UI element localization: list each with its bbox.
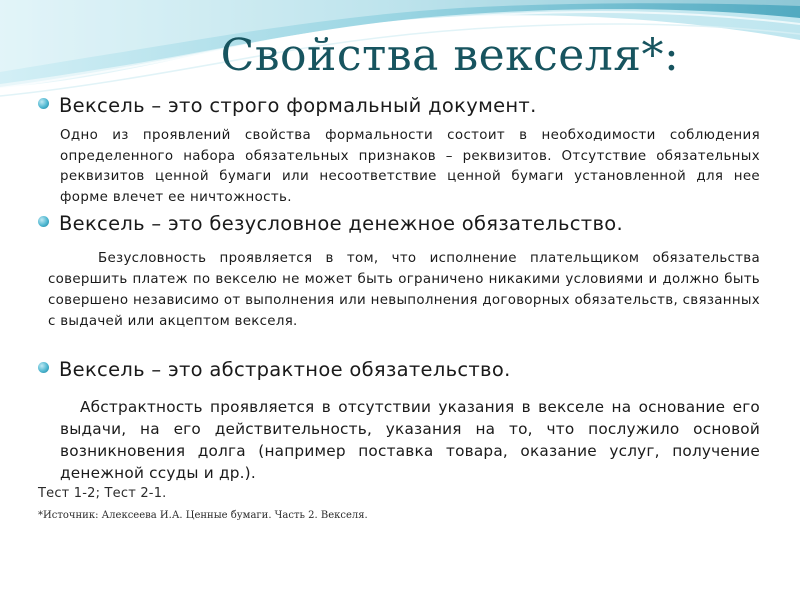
- paragraph-abstractness: Абстрактность проявляется в отсутствии указания в векселе на основание его выдачи, на его действительность, указания на то, что послужило основой возникновения долга (например поставка товара, оказание услуг, получение денежной ссуды и др.).: [60, 398, 760, 482]
- bullet-dot-icon: [38, 98, 49, 109]
- bullet-unconditional-obligation: [38, 212, 623, 235]
- bullet-heading: Вексель – это безусловное денежное обязательство.: [59, 212, 623, 235]
- bullet-formal-document: [38, 94, 537, 117]
- bullet-dot-icon: [38, 362, 49, 373]
- bullet-heading: Вексель – это строго формальный документ.: [59, 94, 537, 117]
- tests-reference: Тест 1-2; Тест 2-1.: [38, 486, 167, 501]
- paragraph-formality: Одно из проявлений свойства формальности состоит в необходимости соблюдения определенного набора обязательных признаков – реквизитов. Отсутствие обязательных реквизитов ценной бумаги или несоответствие ценной бумаги установленной для нее форме влечет ее ничтожность.: [60, 128, 760, 205]
- bullet-dot-icon: [38, 216, 49, 227]
- source-footnote: *Источник: Алексеева И.А. Ценные бумаги. Часть 2. Векселя.: [38, 510, 368, 521]
- bullet-heading: Вексель – это абстрактное обязательство.: [59, 358, 511, 381]
- paragraph-unconditionality: Безусловность проявляется в том, что исполнение плательщиком обязательства совершить платеж по векселю не может быть ограничено никакими условиями и должно быть совершено независимо от выполнения или невыполнения договорных обязательств, связанных с выдачей или акцептом векселя.: [48, 251, 760, 329]
- bullet-abstract-obligation: [38, 358, 511, 381]
- slide-title: Свойства векселя*:: [220, 30, 680, 81]
